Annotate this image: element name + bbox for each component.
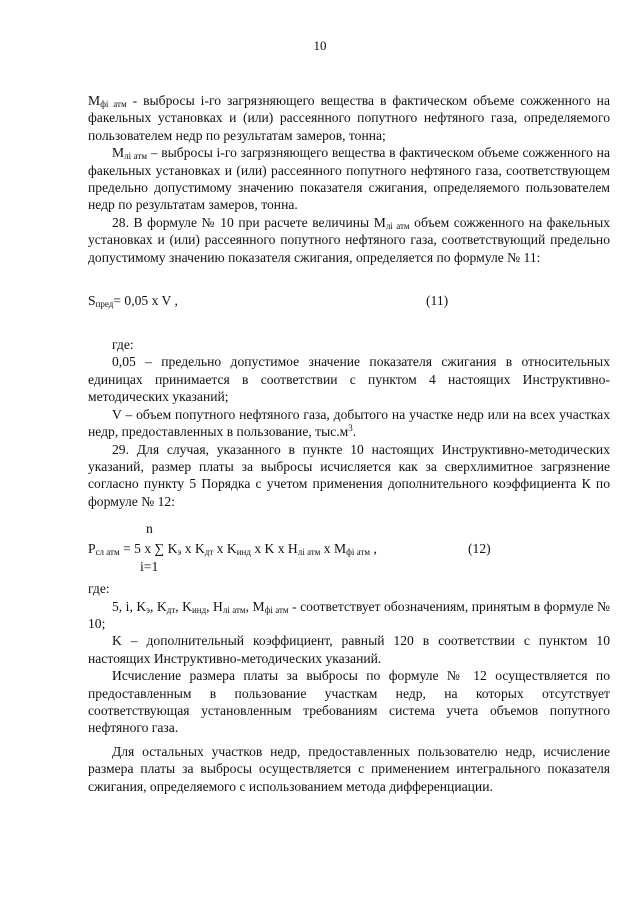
definition-mf: $M_{фi атм}$ - выбросы i-го загрязняющего вещества в фактическом объеме сожженного на факельных установках и (или) рассеянного попутного нефтяного газа, определяемого пользователем недр по результатам замеров, тонна; — [88, 93, 610, 143]
formula-12-number: (12) — [468, 541, 491, 557]
sum-upper-limit: n — [146, 521, 153, 537]
paragraph-29: 29. Для случая, указанного в пункте 10 настоящих Инструктивно-методических указаний, размер платы за выбросы исчисляется как за сверхлимитное загрязнение согласно пункту 5 Порядка с учетом применения дополнительного коэффициента К по формуле № 12: — [88, 441, 610, 509]
formula-11: $S_{пред}= 0,05$ x V , (11) — [88, 293, 449, 310]
formula-11-number: (11) — [426, 293, 449, 309]
where-item-005: 0,05 – предельно допустимое значение показателя сжигания в относительных единицах принимается в соответствии с пунктом 4 настоящих Инструктивно-методических указаний; — [88, 354, 610, 405]
formula-12: n $P_{сл атм} = 5$ x ∑ $K_э$ x $K_{дт}$ x $K_{инд}$ x K x $H_{лi атм}$ x $M_{фi атм}$ , i=1 (12) — [88, 521, 491, 575]
where-item-k: K – дополнительный коэффициент, равный 120 в соответствии с пунктом 10 настоящих Инструктивно-методических указаний. — [88, 633, 610, 666]
sum-lower-limit: i=1 — [140, 559, 159, 575]
where-list-symbols: 5, i, $K_э$, $K_{дт}$, $K_{инд}$, $H_{лi атм}$, $M_{фi атм}$ - соответствует обозначениям, принятым в формуле № 10; — [88, 598, 610, 631]
definition-ml: $M_{лi атм}$ – выбросы i-го загрязняющего вещества в фактическом объеме сожженного на факельных установках и (или) рассеянного попутного нефтяного газа, соответствующем предельно допустимому значению показателя сжигания, определяемого пользователем недр по результатам замеров, тонна. — [88, 145, 610, 213]
paragraph-other: Для остальных участков недр, предоставленных пользователю недр, исчисление размера платы за выбросы осуществляется с применением интегрального показателя сжигания, определяемого с использованием метода дифференциации. — [88, 743, 610, 794]
where-item-v: V – объем попутного нефтяного газа, добытого на участке недр или на всех участках недр, предоставленных в пользование, $тыс.м^3$. — [88, 406, 610, 440]
where-label-1: где: — [112, 337, 134, 353]
paragraph-calc: Исчисление размера платы за выбросы по формуле № 12 осуществляется по предоставленным в пользование участкам недр, на которых отсутствует соответствующая установленным требованиям система учета объемов попутного нефтяного газа. — [88, 668, 610, 736]
paragraph-28: 28. В формуле № 10 при расчете величины $M_{лi атм}$ объем сожженного на факельных установках и (или) рассеянного попутного нефтяного газа, соответствующий предельно допустимому значению показателя сжигания, определяется по формуле № 11: — [88, 214, 610, 265]
where-label-2: где: — [88, 581, 110, 597]
document-body — [88, 92, 610, 795]
page-number: 10 — [313, 38, 327, 53]
